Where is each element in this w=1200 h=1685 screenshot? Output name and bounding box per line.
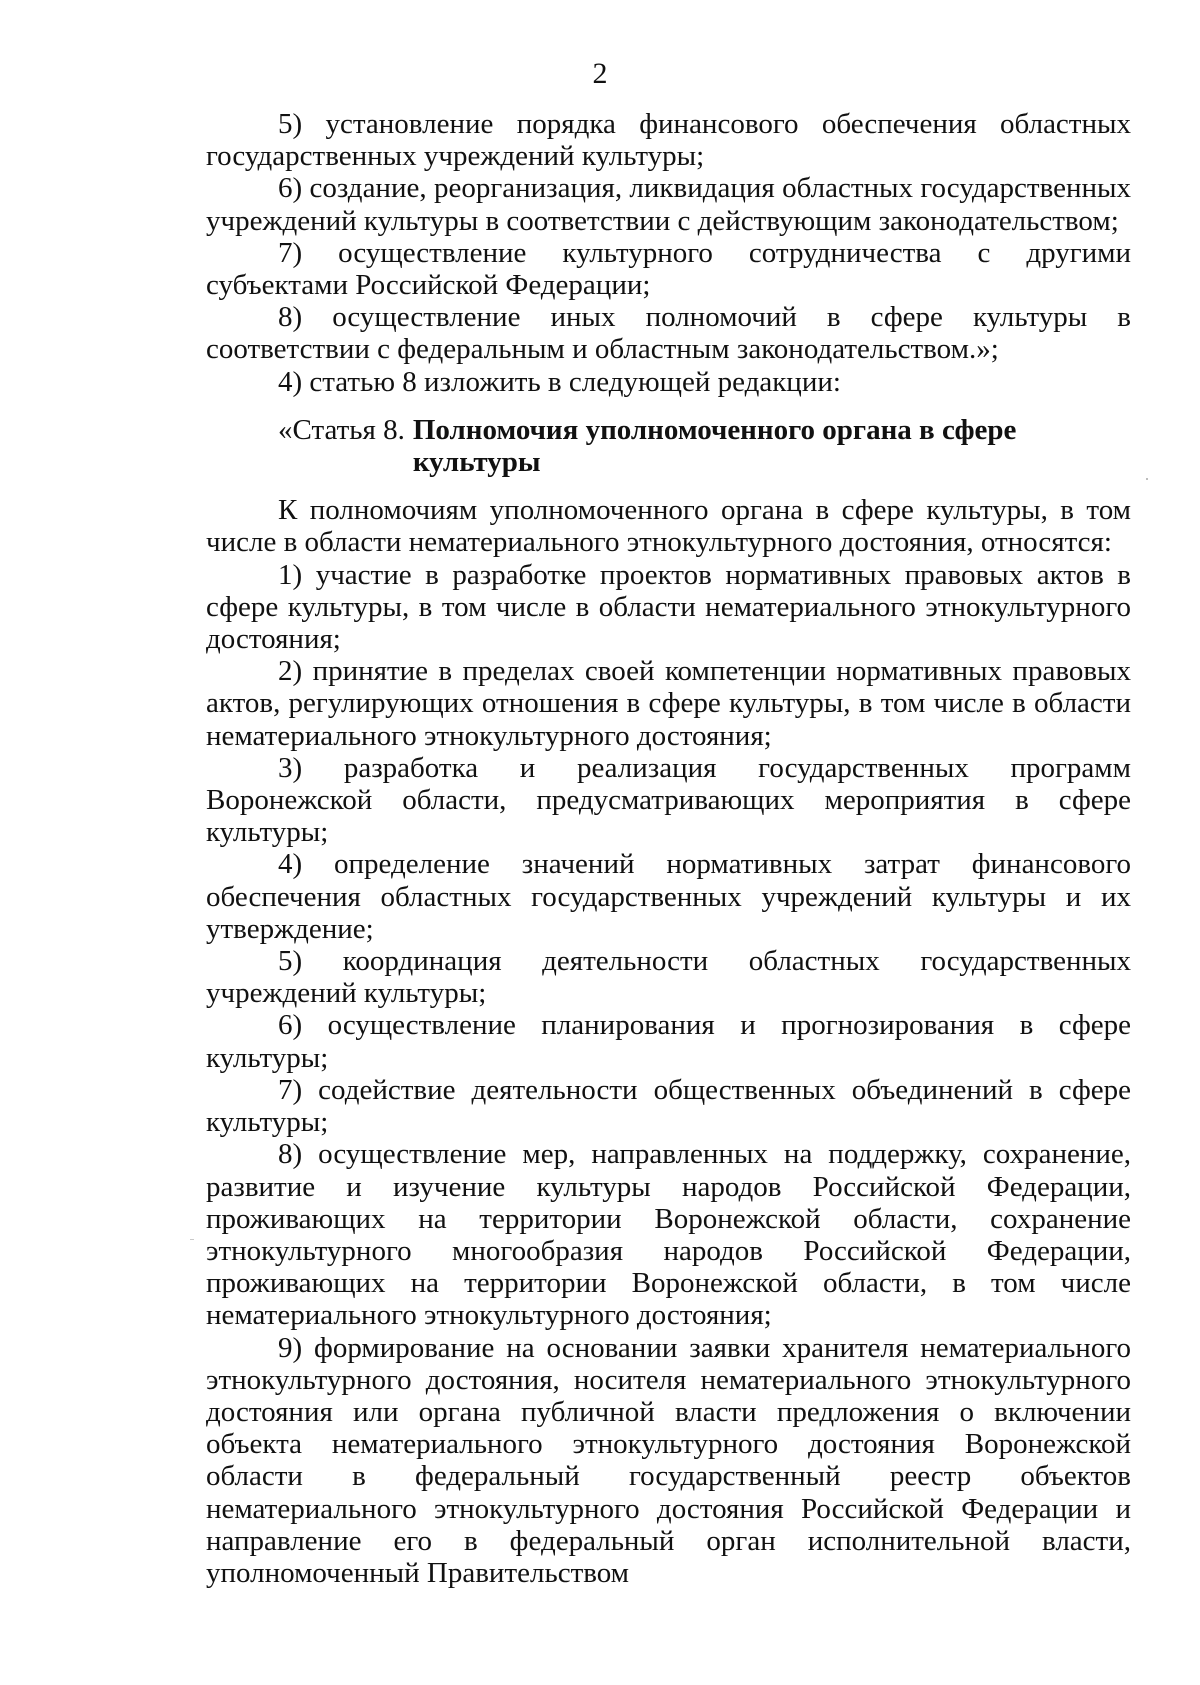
scan-speck bbox=[1146, 478, 1148, 480]
article-number: «Статья 8. bbox=[278, 413, 405, 446]
paragraph-item-5-financing: 5) установление порядка финансового обеспечения областных государственных учреждений культуры; bbox=[206, 108, 1131, 173]
article-title: Полномочия уполномоченного органа в сфере культуры bbox=[412, 413, 1017, 479]
article-heading bbox=[206, 414, 1131, 478]
paragraph-power-3: 3) разработка и реализация государственных программ Воронежской области, предусматривающих мероприятия в сфере культуры; bbox=[206, 751, 1131, 849]
paragraph-item-8-other-powers: 8) осуществление иных полномочий в сфере культуры в соответствии с федеральным и областным законодательством.»; bbox=[206, 301, 1131, 366]
document-body bbox=[206, 108, 1131, 1589]
page-number: 2 bbox=[592, 57, 608, 90]
scan-speck bbox=[190, 1239, 194, 1240]
paragraph-power-6: 6) осуществление планирования и прогнозирования в сфере культуры; bbox=[206, 1009, 1131, 1074]
paragraph-power-5: 5) координация деятельности областных государственных учреждений культуры; bbox=[206, 945, 1131, 1010]
paragraph-power-4: 4) определение значений нормативных затрат финансового обеспечения областных государственных учреждений культуры и их утверждение; bbox=[206, 848, 1131, 945]
paragraph-power-7: 7) содействие деятельности общественных объединений в сфере культуры; bbox=[206, 1073, 1131, 1139]
paragraph-item-7-cooperation: 7) осуществление культурного сотрудничества с другими субъектами Российской Федерации; bbox=[206, 236, 1131, 302]
paragraph-power-8: 8) осуществление мер, направленных на поддержку, сохранение, развитие и изучение культуры народов Российской Федерации, проживающих на территории Воронежской области, сохранение этнокультурного многообразия народов Российской Федерации, проживающих на территории Воронежской области, в том числе нематериального этнокультурного достояния; bbox=[206, 1138, 1131, 1332]
paragraph-amendment-article-8: 4) статью 8 изложить в следующей редакции: bbox=[278, 365, 841, 398]
paragraph-article-intro: К полномочиям уполномоченного органа в сфере культуры, в том числе в области нематериального этнокультурного достояния, относятся: bbox=[206, 494, 1131, 559]
paragraph-power-9: 9) формирование на основании заявки хранителя нематериального этнокультурного достояния, носителя нематериального этнокультурного достояния или органа публичной власти предложения о включении объекта нематериального этнокультурного достояния Воронежской области в федеральный государственный реестр объектов нематериального этнокультурного достояния Российской Федерации и направление его в федеральный орган исполнительной власти, уполномоченный Правительством bbox=[206, 1331, 1131, 1589]
paragraph-item-6-institutions: 6) создание, реорганизация, ликвидация областных государственных учреждений культуры в соответствии с действующим законодательством; bbox=[206, 172, 1131, 237]
paragraph-power-2: 2) принятие в пределах своей компетенции нормативных правовых актов, регулирующих отношения в сфере культуры, в том числе в области нематериального этнокультурного достояния; bbox=[206, 655, 1131, 752]
paragraph-power-1: 1) участие в разработке проектов нормативных правовых актов в сфере культуры, в том числе в области нематериального этнокультурного достояния; bbox=[206, 558, 1131, 656]
